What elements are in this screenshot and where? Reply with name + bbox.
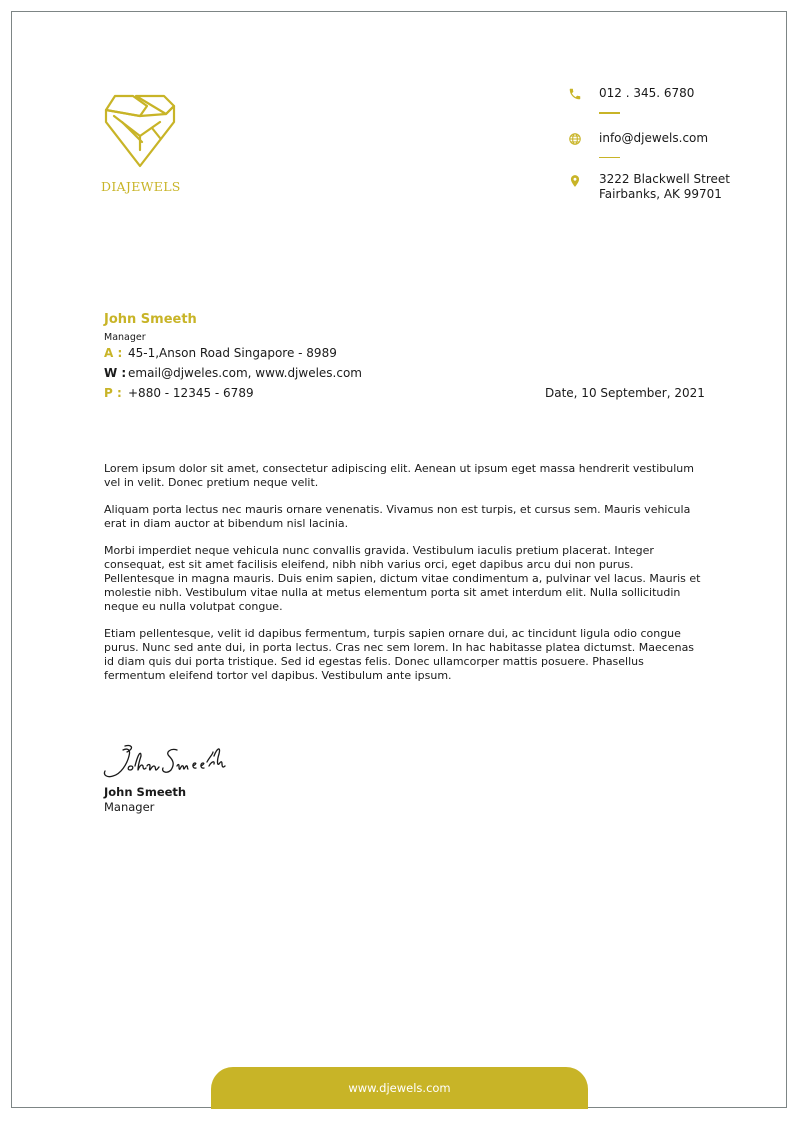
signature [101,742,233,782]
sender-role: Manager [104,332,146,343]
sender-web-row [104,363,362,383]
globe-icon [568,132,582,146]
sender-address-row [104,343,362,363]
contact-email [566,131,730,146]
signatory-name: John Smeeth [104,785,187,799]
sender-web-key: W : [104,366,127,380]
letter-body [104,462,704,696]
contact-address [566,172,730,202]
sender-address: 45-1,Anson Road Singapore - 8989 [128,346,337,360]
contact-block [566,86,730,202]
map-pin-icon [568,174,582,188]
body-paragraph: Lorem ipsum dolor sit amet, consectetur adipiscing elit. Aenean ut ipsum eget massa hendrerit vestibulum vel in velit. Donec pretium neque velit. [104,462,694,489]
contact-phone-text: 012 . 345. 6780 [599,86,695,100]
body-paragraph: Etiam pellentesque, velit id dapibus fermentum, turpis sapien ornare dui, ac tincidunt ligula odio congue purus. Nunc sed ante dui, in porta lectus. Cras nec sem lorem. In hac habitasse platea dictumst. Maecenas id diam quis dui porta tristique. Sed id egestas felis. Donec ullamcorper mattis posuere. Phasellus fermentum eleifend tortor vel dapibus. Vestibulum ante ipsum. [104,627,695,682]
brand-logo [100,92,178,170]
sender-block [104,312,362,403]
signatory-role: Manager [104,800,155,814]
footer-website[interactable]: www.djewels.com [348,1081,451,1095]
footer-bar [211,1067,588,1109]
diamond-heart-icon [102,92,178,170]
letter-date: Date, 10 September, 2021 [545,386,705,400]
contact-phone [566,86,730,101]
contact-divider [599,112,620,114]
contact-address-line1: 3222 Blackwell Street [599,172,730,186]
sender-phone-row [104,383,362,403]
sender-web[interactable]: email@djweles.com, www.djweles.com [128,366,362,380]
brand-name: DIAJEWELS [101,179,181,194]
sender-address-key: A : [104,346,123,360]
sender-phone-key: P : [104,386,122,400]
sender-phone: +880 - 12345 - 6789 [128,386,254,400]
body-paragraph: Morbi imperdiet neque vehicula nunc convallis gravida. Vestibulum iaculis pretium placerat. Integer consequat, est sit amet facilisis eleifend, nibh nibh varius orci, eget dapibus arcu dui non purus. Pellentesque in magna mauris. Duis enim sapien, dictum vitae condimentum a, pulvinar vel lacus. Mauris et molestie nibh. Vestibulum vitae nulla at metus elementum porta sit amet interdum elit. Nulla sollicitudin neque eu nulla volutpat congue. [104,544,701,613]
phone-icon [568,87,582,101]
contact-email-text[interactable]: info@djewels.com [599,130,709,145]
contact-divider [599,157,620,159]
sender-name: John Smeeth [104,312,197,327]
contact-address-line2: Fairbanks, AK 99701 [599,187,722,201]
body-paragraph: Aliquam porta lectus nec mauris ornare venenatis. Vivamus non est turpis, et cursus sem. Mauris vehicula erat in diam auctor at bibendum nisl lacinia. [104,503,691,530]
